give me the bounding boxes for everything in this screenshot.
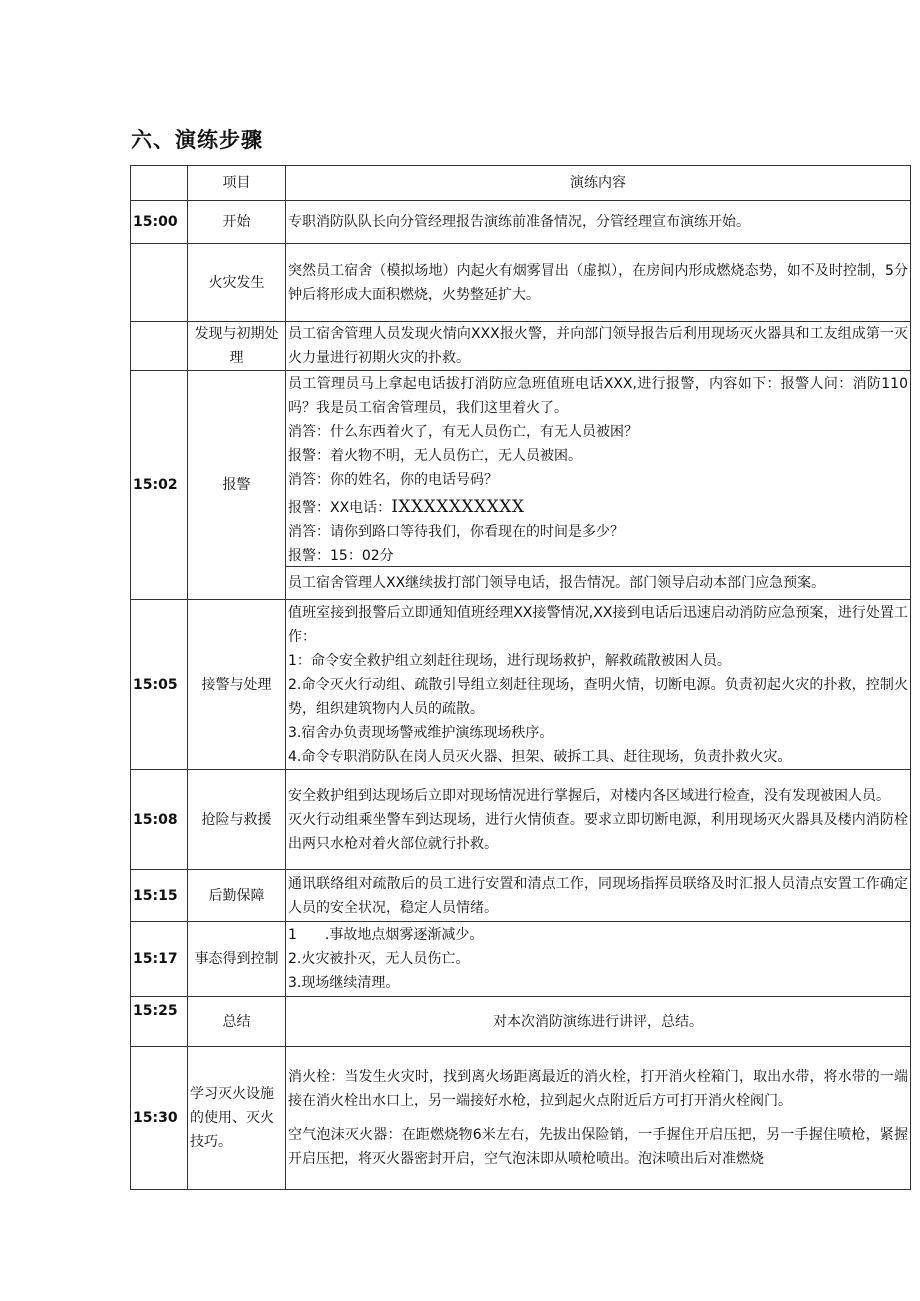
row-time: 15:15 — [131, 870, 188, 922]
content-line: 消火栓：当发生火灾时，找到离火场距离最近的消火栓，打开消火栓箱门，取出水带，将水带的一端接在消火栓出水口上，另一端接好水枪，拉到起火点附近后方可打开消火栓阀门。 — [288, 1069, 908, 1109]
row-item: 报警 — [188, 371, 286, 600]
row-time: 15:17 — [131, 922, 188, 997]
row-item: 学习灭火设施的使用、灭火技巧。 — [188, 1047, 286, 1190]
header-content: 演练内容 — [286, 166, 911, 201]
content-line: 消答：你的姓名，你的电话号码？ — [288, 471, 498, 488]
row-item: 后勤保障 — [188, 870, 286, 922]
content-line: 安全救护组到达现场后立即对现场情况进行掌握后，对楼内各区域进行检查，没有发现被困人员。 — [288, 787, 890, 804]
content-line: 消答：请你到路口等待我们，你看现在的时间是多少？ — [288, 523, 624, 540]
row-time: 15:05 — [131, 600, 188, 770]
phone-prefix: 报警：XX电话： — [288, 499, 392, 516]
table-row — [131, 1047, 911, 1190]
row-time: 15:08 — [131, 770, 188, 870]
table-header-row — [131, 166, 911, 201]
row-content — [286, 201, 911, 244]
content-line: 报警：15：02分 — [288, 547, 394, 564]
content-line: 报警：着火物不明，无人员伤亡，无人员被困。 — [288, 447, 582, 464]
content-line: 空气泡沫灭火器：在距燃烧物6米左右，先拔出保险销，一手握住开启压把，另一手握住喷枪，紧握开启压把，将灭火器密封开启，空气泡沫即从喷枪喷出。泡沫喷出后对准燃烧 — [288, 1127, 908, 1167]
content-line: 通讯联络组对疏散后的员工进行安置和清点工作，同现场指挥员联络及时汇报人员清点安置工作确定人员的安全状况，稳定人员情绪。 — [288, 875, 908, 916]
row-time: 15:02 — [131, 371, 188, 600]
section-heading: 六、演练步骤 — [131, 128, 263, 152]
row-content — [286, 322, 911, 371]
row-time: 15:00 — [131, 201, 188, 244]
table-row — [131, 371, 911, 567]
row-time — [131, 244, 188, 322]
content-line: 灭火行动组乘坐警车到达现场，进行火情侦查。要求立即切断电源，利用现场灭火器具及楼内消防栓出两只水枪对着火部位就行扑救。 — [288, 811, 908, 852]
phone-number: IXXXXXXXXXX — [391, 496, 525, 517]
row-item: 总结 — [188, 997, 286, 1047]
content-line: 专职消防队队长向分管经理报告演练前准备情况，分管经理宣布演练开始。 — [288, 214, 750, 230]
table-row — [131, 870, 911, 922]
row-content — [286, 244, 911, 322]
row-time: 15:25 — [131, 997, 188, 1047]
row-item: 发现与初期处理 — [188, 322, 286, 371]
row-item: 火灾发生 — [188, 244, 286, 322]
drill-steps-table — [130, 165, 911, 1190]
table-row — [131, 997, 911, 1047]
content-line: 消答：什么东西着火了，有无人员伤亡，有无人员被困？ — [288, 423, 638, 440]
table-row — [131, 201, 911, 244]
row-content — [286, 922, 911, 997]
content-line: 2.火灾被扑灭，无人员伤亡。 — [288, 951, 470, 967]
phone-line — [288, 495, 908, 520]
content-line: 4.命令专职消防队在岗人员灭火器、担架、破拆工具、赶往现场，负责扑救火灾。 — [288, 748, 792, 765]
content-line: 员工管理员马上拿起电话拔打消防应急班值班电话XXX,进行报警，内容如下：报警人问：消防110吗？我是员工宿舍管理员，我们这里着火了。 — [288, 375, 908, 416]
header-time — [131, 166, 188, 201]
content-line: 员工宿舍管理人员发现火情向XXX报火警，并向部门领导报告后利用现场灭火器具和工友组成第一灭火力量进行初期火灾的扑救。 — [288, 326, 908, 366]
row-time: 15:30 — [131, 1047, 188, 1190]
row-content — [286, 1047, 911, 1190]
row-item: 事态得到控制 — [188, 922, 286, 997]
content-line: 3.宿舍办负责现场警戒维护演练现场秩序。 — [288, 724, 554, 741]
content-line: 1 .事故地点烟雾逐渐减少。 — [288, 927, 484, 943]
row-time — [131, 322, 188, 371]
content-line: 值班室接到报警后立即通知值班经理XX接警情况,XX接到电话后迅速启动消防应急预案，进行处置工作： — [288, 604, 908, 645]
row-content — [286, 997, 911, 1047]
row-content — [286, 600, 911, 770]
table-row — [131, 322, 911, 371]
row-item: 接警与处理 — [188, 600, 286, 770]
row-content-extra — [286, 567, 911, 600]
row-content — [286, 770, 911, 870]
content-line: 对本次消防演练进行讲评，总结。 — [493, 1013, 703, 1030]
row-item: 抢险与救援 — [188, 770, 286, 870]
table-row — [131, 244, 911, 322]
content-line: 1：命令安全救护组立刻赶往现场，进行现场救护，解救疏散被困人员。 — [288, 652, 731, 669]
content-line: 3.现场继续清理。 — [288, 975, 400, 991]
content-line: 突然员工宿舍（模拟场地）内起火有烟雾冒出（虚拟），在房间内形成燃烧态势，如不及时控制，5分钟后将形成大面积燃烧，火势整延扩大。 — [288, 262, 908, 303]
row-content — [286, 371, 911, 567]
content-line: 员工宿舍管理人XX继续拔打部门领导电话，报告情况。部门领导启动本部门应急预案。 — [288, 575, 826, 591]
row-item: 开始 — [188, 201, 286, 244]
header-item: 项目 — [188, 166, 286, 201]
row-content — [286, 870, 911, 922]
table-row — [131, 922, 911, 997]
table-row — [131, 770, 911, 870]
table-row — [131, 600, 911, 770]
content-line: 2.命令灭火行动组、疏散引导组立刻赶往现场，查明火情，切断电源。负责初起火灾的扑救，控制火势，组织建筑物内人员的疏散。 — [288, 676, 908, 717]
